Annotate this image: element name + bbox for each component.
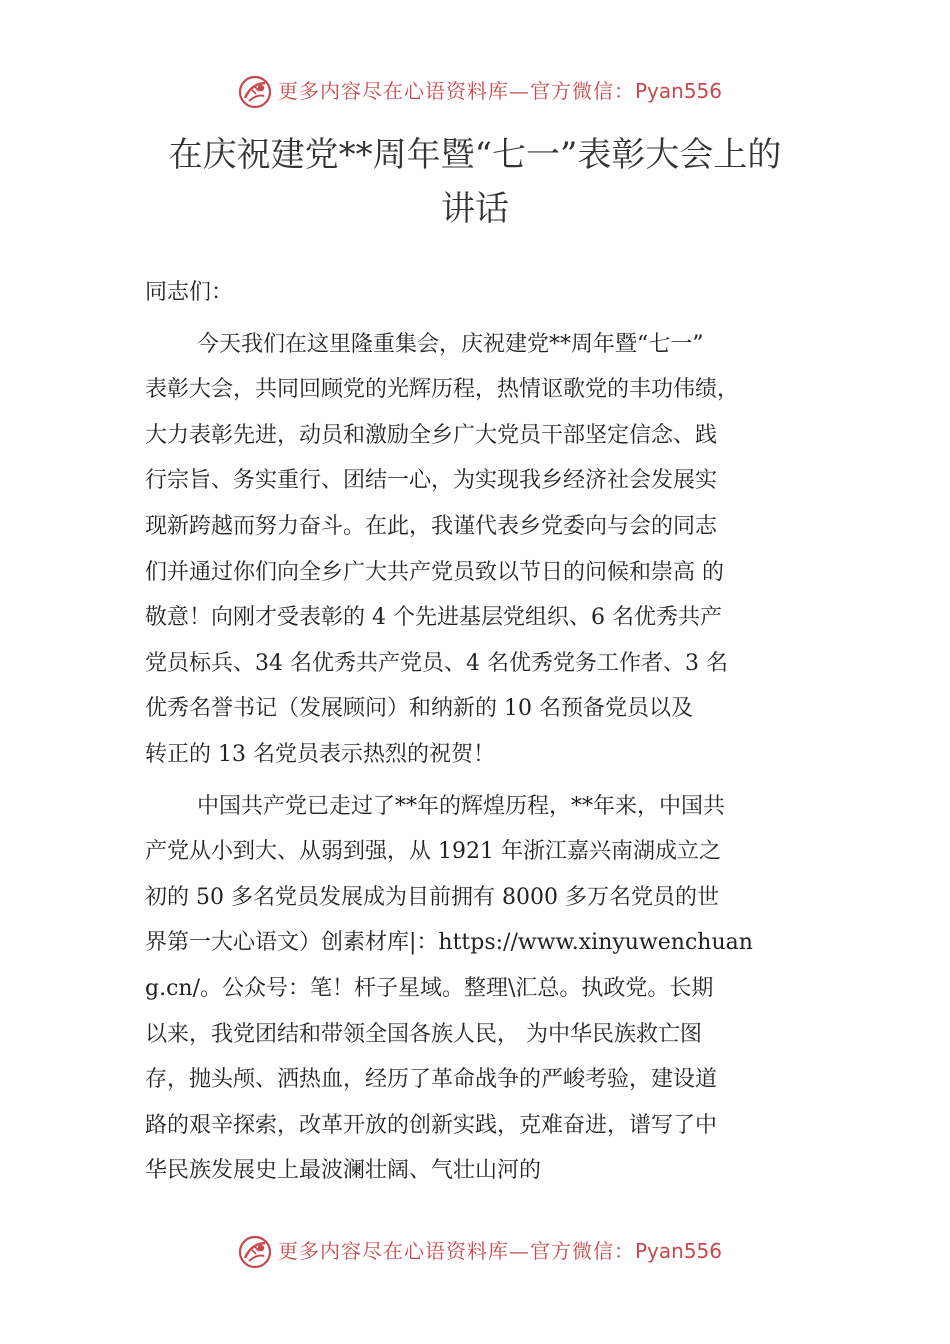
- wechat-id: Pyan556: [635, 1239, 723, 1263]
- document-body: [145, 270, 815, 1194]
- text-line: 们并通过你们向全乡广大共产党员致以节日的问候和崇高 的: [145, 559, 724, 585]
- text-line: 表彰大会，共同回顾党的光辉历程，热情讴歌党的丰功伟绩，: [145, 377, 740, 403]
- salutation: 同志们：: [145, 280, 234, 305]
- text-line: 中国共产党已走过了**年的辉煌历程，**年来，中国共: [197, 793, 726, 819]
- text-line: 大力表彰先进，动员和激励全乡广大党员干部坚定信念、践: [145, 422, 718, 448]
- header-banner: [0, 72, 950, 112]
- text-line: 界第一大心语文）创素材库|：https://www.xinyuwenchuan: [145, 930, 753, 956]
- text-line: 优秀名誉书记（发展顾问）和纳新的 10 名预备党员以及: [145, 696, 693, 722]
- paragraph-1: [145, 322, 815, 778]
- text-line: 现新跨越而努力奋斗。在此，我谨代表乡党委向与会的同志: [145, 513, 718, 539]
- document-title: [120, 128, 830, 236]
- text-line: 党员标兵、34 名优秀共产党员、4 名优秀党务工作者、3 名: [145, 650, 728, 676]
- text-line: 产党从小到大、从弱到强，从 1921 年浙江嘉兴南湖成立之: [145, 839, 721, 865]
- wechat-id: Pyan556: [635, 79, 723, 103]
- text-line: 行宗旨、务实重行、团结一心，为实现我乡经济社会发展实: [145, 468, 718, 494]
- title-line-2: 讲话: [441, 189, 509, 229]
- text-line: 敬意！向刚才受表彰的 4 个先进基层党组织、6 名优秀共产: [145, 605, 722, 631]
- paragraph-2: [145, 784, 815, 1194]
- text-line: 今天我们在这里隆重集会，庆祝建党**周年暨“七一”: [197, 331, 704, 357]
- text-line: g.cn/。公众号：笔！杆子星域。整理\汇总。执政党。长期: [145, 975, 714, 1001]
- text-line: 转正的 13 名党员表示热烈的祝贺！: [145, 741, 495, 767]
- banner-text: 更多内容尽在心语资料库—官方微信：Pyan556: [278, 79, 723, 103]
- banner-text: 更多内容尽在心语资料库—官方微信：Pyan556: [278, 1239, 723, 1263]
- footer-banner: [0, 1232, 950, 1272]
- title-line-1: 在庆祝建党**周年暨“七一”表彰大会上的: [168, 135, 782, 175]
- text-line: 路的艰辛探索，改革开放的创新实践，克难奋进，谱写了中: [145, 1112, 718, 1138]
- text-line: 华民族发展史上最波澜壮阔、气壮山河的: [145, 1158, 542, 1184]
- text-line: 以来，我党团结和带领全国各族人民， 为中华民族救亡图: [145, 1021, 702, 1047]
- text-line: 初的 50 多名党员发展成为目前拥有 8000 多万名党员的世: [145, 884, 719, 910]
- red-wreath-logo-icon: [237, 74, 273, 110]
- text-line: 存，抛头颅、洒热血，经历了革命战争的严峻考验，建设道: [145, 1067, 718, 1093]
- red-wreath-logo-icon: [237, 1234, 273, 1270]
